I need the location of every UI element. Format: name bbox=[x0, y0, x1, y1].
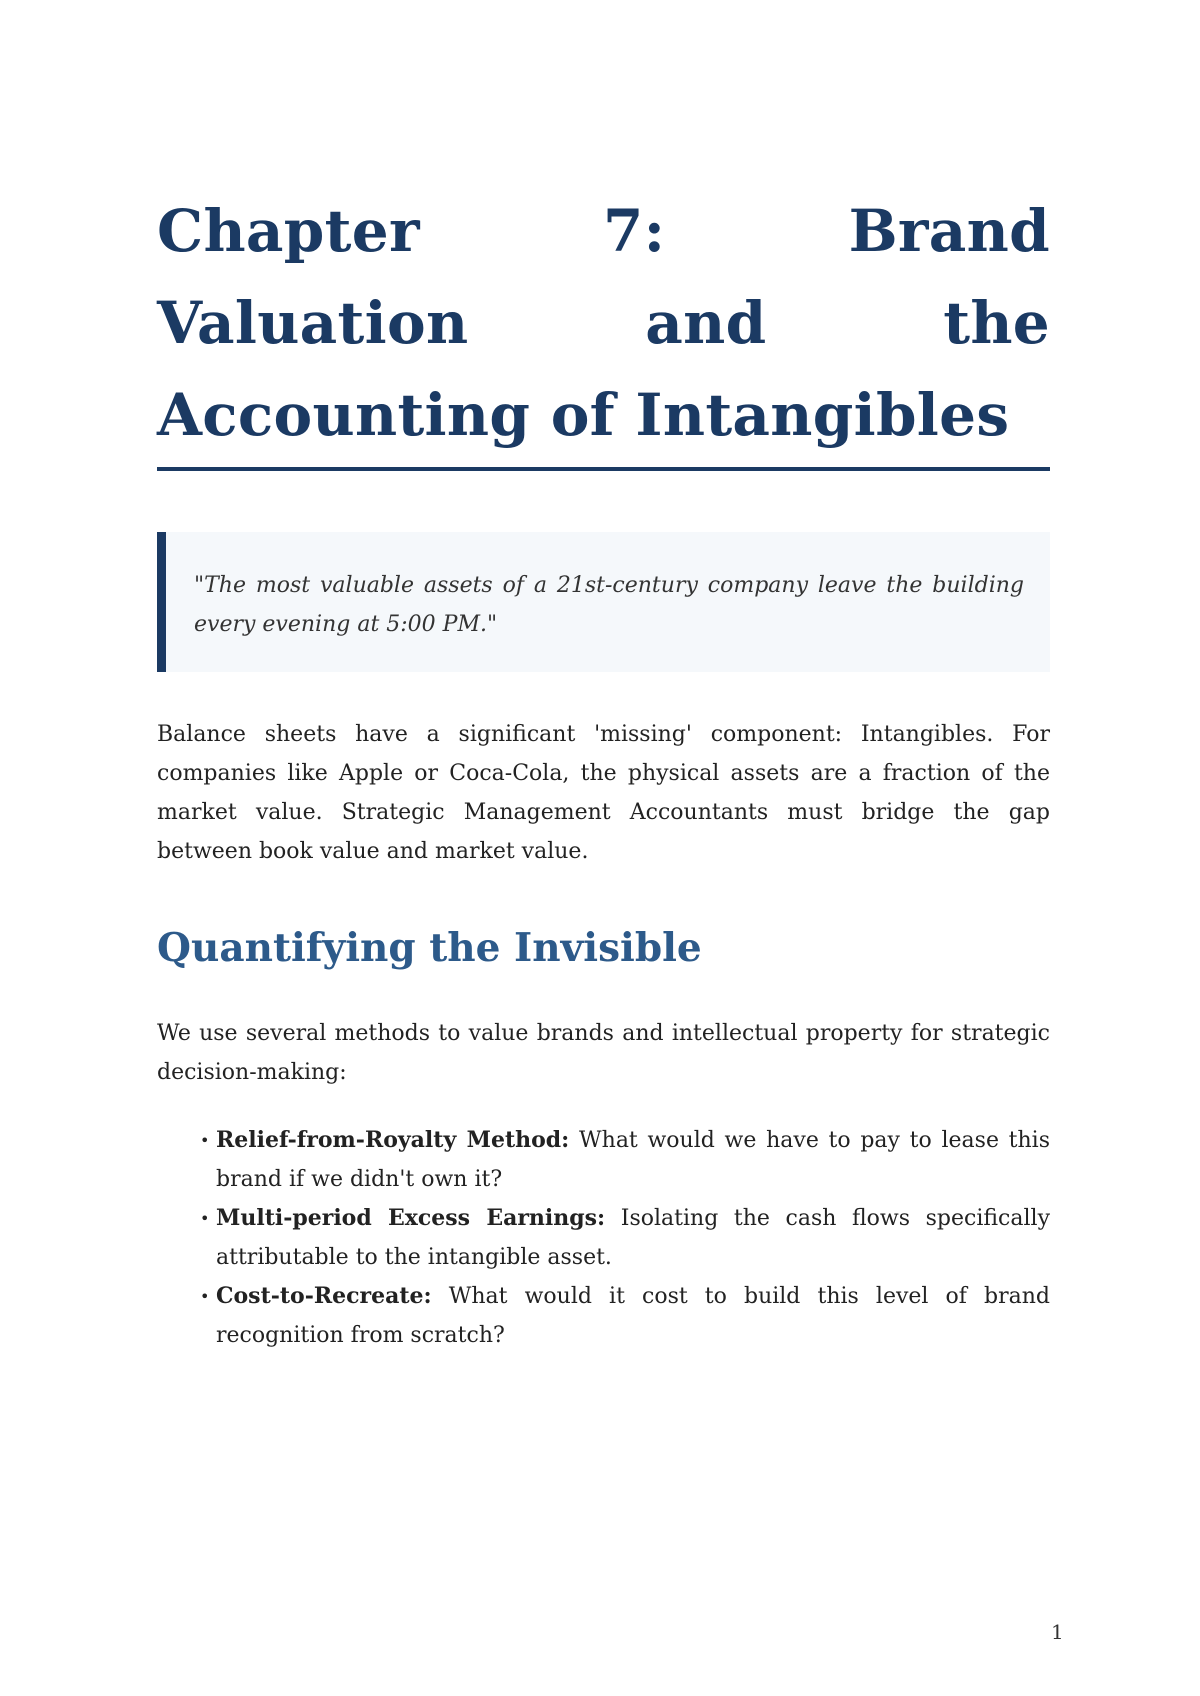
bullet-icon: • bbox=[200, 1209, 210, 1228]
method-name: Cost-to-Recreate: bbox=[216, 1283, 432, 1309]
method-name: Multi-period Excess Earnings: bbox=[216, 1205, 606, 1231]
list-item-relief-from-royalty bbox=[200, 1121, 1050, 1199]
page-number: 1 bbox=[1051, 1620, 1064, 1644]
bullet-icon: • bbox=[200, 1131, 210, 1150]
method-description: What would it cost to build this level of brand recognition from scratch? bbox=[216, 1284, 1051, 1348]
method-description: Isolating the cash flows specifically attributable to the intangible asset. bbox=[216, 1206, 1050, 1270]
section-heading: Quantifying the Invisible bbox=[157, 925, 702, 971]
methods-list bbox=[200, 1121, 1050, 1355]
method-name: Relief-from-Royalty Method: bbox=[216, 1127, 570, 1153]
epigraph-quote-box bbox=[157, 532, 1050, 672]
method-description: What would we have to pay to lease this brand if we didn't own it? bbox=[216, 1128, 1051, 1192]
title-divider bbox=[157, 467, 1050, 471]
methods-intro: We use several methods to value brands and intellectual property for strategic decision-making: bbox=[157, 1021, 1050, 1085]
list-item-excess-earnings bbox=[200, 1199, 1050, 1277]
intro-paragraph: Balance sheets have a significant 'missing' component: Intangibles. For companies like Apple or Coca-Cola, the physical assets are a fraction of the market value. Strategic Management Accountants must bridge the gap between book value and market value. bbox=[157, 722, 1050, 864]
epigraph-quote: "The most valuable assets of a 21st-century company leave the building every evening at 5:00 PM." bbox=[194, 573, 1024, 637]
bullet-icon: • bbox=[200, 1287, 210, 1306]
list-item-cost-to-recreate bbox=[200, 1277, 1050, 1355]
chapter-title: Chapter 7: Brand Valuation and the Accounting of Intangibles bbox=[157, 197, 1050, 449]
